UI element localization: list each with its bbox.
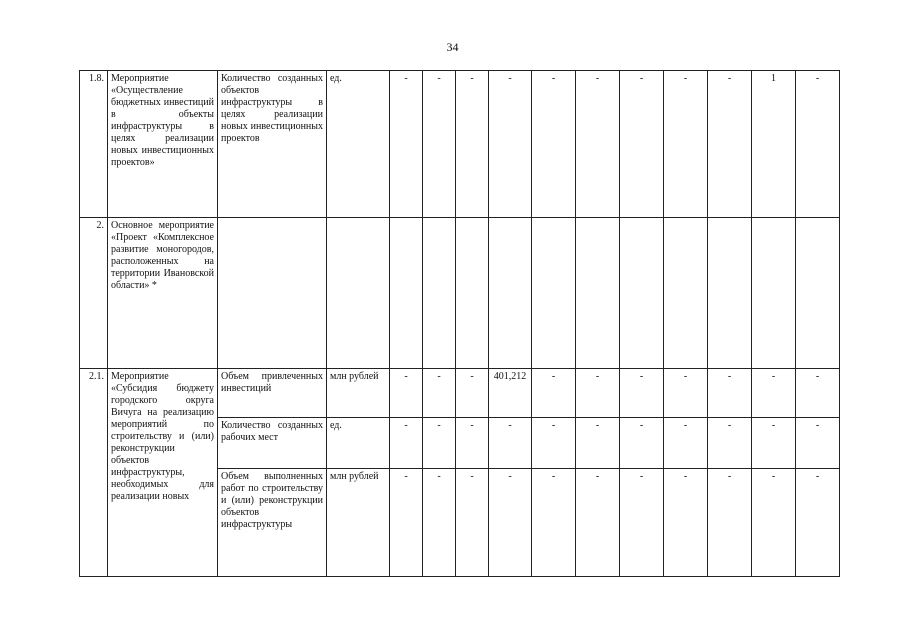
value-cell: - (796, 71, 840, 218)
value-cell (532, 218, 576, 369)
value-cell: - (532, 71, 576, 218)
value-cell: - (796, 469, 840, 577)
value-cell: - (620, 71, 664, 218)
value-cell (664, 218, 708, 369)
value-cell: - (664, 71, 708, 218)
value-cell (423, 218, 456, 369)
value-cell (489, 218, 532, 369)
row-number: 2. (80, 218, 108, 369)
value-cell: 401,212 (489, 369, 532, 418)
indicator-name: Объем привлеченных инвестиций (218, 369, 327, 418)
value-cell: - (456, 369, 489, 418)
value-cell: 1 (752, 71, 796, 218)
row-number: 2.1. (80, 369, 108, 577)
event-name: Мероприятие «Субсидия бюджету городского округа Вичуга на реализацию мероприятий по строительству и (или) реконструкции объектов инфраструктуры, необходимых для реализации новых (108, 369, 218, 577)
value-cell (576, 218, 620, 369)
page-number: 34 (446, 40, 459, 54)
value-cell: - (752, 369, 796, 418)
value-cell: - (708, 71, 752, 218)
value-cell: - (708, 418, 752, 469)
value-cell: - (576, 418, 620, 469)
value-cell: - (423, 469, 456, 577)
value-cell (796, 218, 840, 369)
value-cell: - (456, 418, 489, 469)
indicator-name (218, 218, 327, 369)
value-cell (752, 218, 796, 369)
value-cell: - (532, 369, 576, 418)
indicator-name: Количество созданных объектов инфраструктуры в целях реализации новых инвестиционных проектов (218, 71, 327, 218)
value-cell: - (708, 369, 752, 418)
value-cell: - (390, 369, 423, 418)
table-row (80, 71, 840, 218)
value-cell: - (532, 418, 576, 469)
value-cell: - (664, 469, 708, 577)
value-cell: - (456, 469, 489, 577)
indicators-table (79, 70, 840, 577)
value-cell: - (664, 418, 708, 469)
unit (327, 218, 390, 369)
row-number: 1.8. (80, 71, 108, 218)
value-cell: - (752, 418, 796, 469)
value-cell: - (796, 369, 840, 418)
unit: млн рублей (327, 369, 390, 418)
value-cell (390, 218, 423, 369)
value-cell: - (489, 469, 532, 577)
value-cell (456, 218, 489, 369)
value-cell: - (664, 369, 708, 418)
value-cell: - (423, 369, 456, 418)
value-cell: - (423, 418, 456, 469)
unit: млн рублей (327, 469, 390, 577)
value-cell: - (576, 71, 620, 218)
value-cell (708, 218, 752, 369)
indicator-name: Количество созданных рабочих мест (218, 418, 327, 469)
value-cell: - (489, 71, 532, 218)
value-cell: - (576, 469, 620, 577)
value-cell: - (489, 418, 532, 469)
value-cell: - (532, 469, 576, 577)
value-cell: - (576, 369, 620, 418)
value-cell (620, 218, 664, 369)
value-cell: - (752, 469, 796, 577)
unit: ед. (327, 71, 390, 218)
value-cell: - (620, 369, 664, 418)
value-cell: - (620, 418, 664, 469)
value-cell: - (796, 418, 840, 469)
value-cell: - (620, 469, 664, 577)
event-name: Мероприятие «Осуществление бюджетных инвестиций в объекты инфраструктуры в целях реализации новых инвестиционных проектов» (108, 71, 218, 218)
table-row (80, 369, 840, 418)
value-cell: - (708, 469, 752, 577)
value-cell: - (456, 71, 489, 218)
table-row (80, 218, 840, 369)
value-cell: - (390, 71, 423, 218)
indicator-name: Объем выполненных работ по строительству и (или) реконструкции объектов инфраструктуры (218, 469, 327, 577)
value-cell: - (390, 469, 423, 577)
event-name: Основное мероприятие «Проект «Комплексное развитие моногородов, расположенных на территории Ивановской области» * (108, 218, 218, 369)
value-cell: - (390, 418, 423, 469)
value-cell: - (423, 71, 456, 218)
unit: ед. (327, 418, 390, 469)
